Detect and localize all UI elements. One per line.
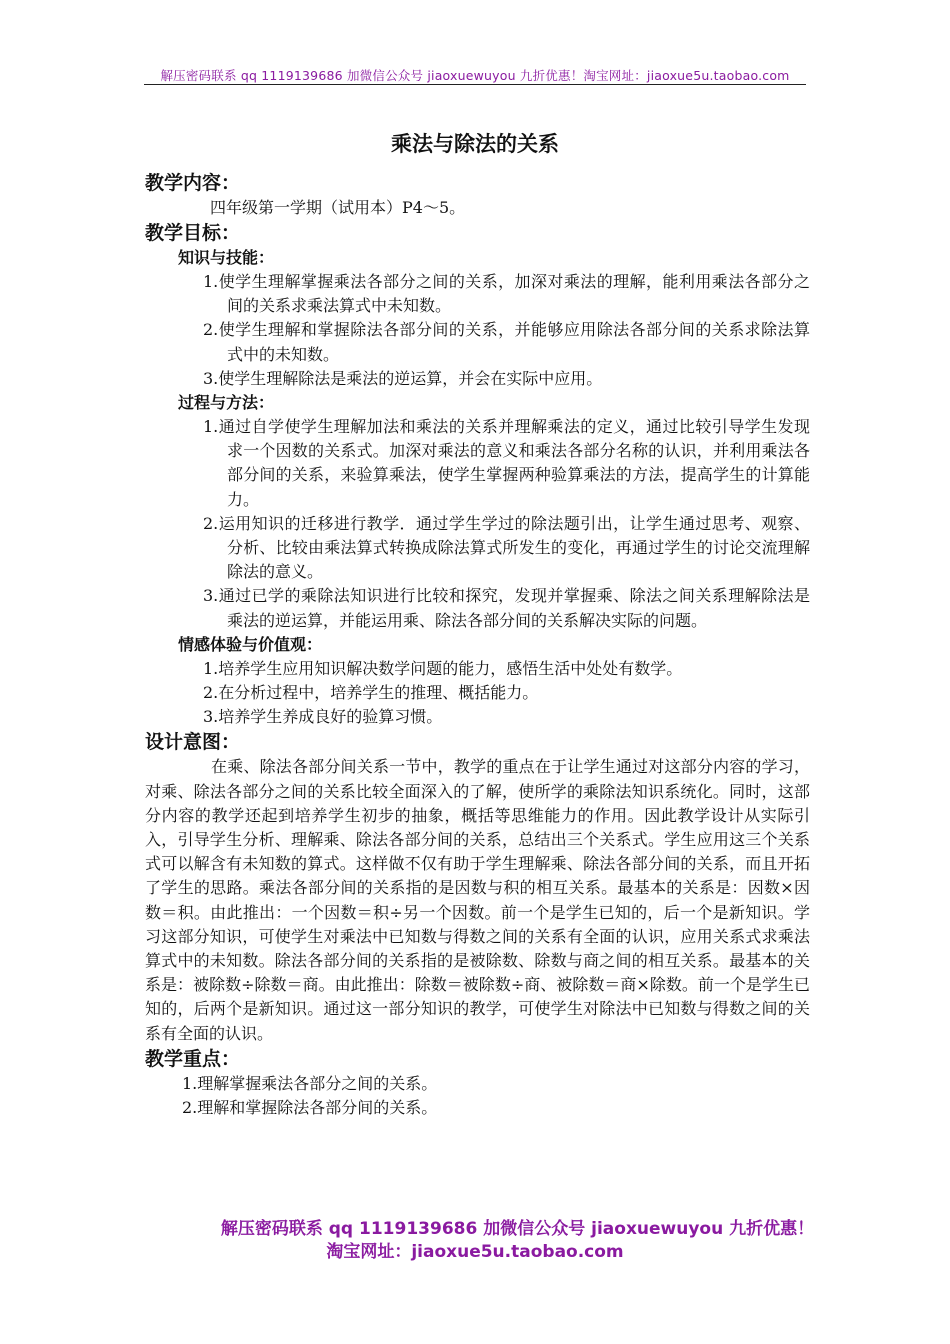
emotion-item: 1.培养学生应用知识解决数学问题的能力，感悟生活中处处有数学。 bbox=[203, 658, 683, 678]
knowledge-item: 2.使学生理解和掌握除法各部分间的关系，并能够应用除法各部分间的关系求除法算式中的未知数。 bbox=[203, 320, 810, 364]
heading-key-points: 教学重点： bbox=[145, 1047, 241, 1070]
process-item: 2.运用知识的迁移进行教学．通过学生学过的除法题引出，让学生通过思考、观察、分析、比较由乘法算式转换成除法算式所发生的变化，再通过学生的讨论交流理解除法的意义。 bbox=[203, 513, 810, 582]
heading-teaching-goals: 教学目标： bbox=[145, 222, 241, 244]
watermark-header: 解压密码联系 qq 1119139686 加微信公众号 jiaoxuewuyou 九折优惠！淘宝网址：jiaoxue5u.taobao.com bbox=[160, 68, 790, 83]
header-divider bbox=[144, 84, 806, 85]
page-title: 乘法与除法的关系 bbox=[391, 132, 559, 156]
knowledge-item: 1.使学生理解掌握乘法各部分之间的关系，加深对乘法的理解，能利用乘法各部分之间的关系求乘法算式中未知数。 bbox=[203, 272, 810, 316]
emotion-item: 2.在分析过程中，培养学生的推理、概括能力。 bbox=[203, 683, 539, 703]
heading-design-intent: 设计意图： bbox=[145, 731, 241, 754]
process-item: 1.通过自学使学生理解加法和乘法的关系并理解乘法的定义，通过比较引导学生发现求一个因数的关系式。加深对乘法的意义和乘法各部分名称的认识，并利用乘法各部分间的关系，来验算乘法，使学生掌握两种验算乘法的方法，提高学生的计算能力。 bbox=[203, 417, 810, 509]
key-point-item: 2.理解和掌握除法各部分间的关系。 bbox=[182, 1097, 438, 1117]
process-item: 3.通过已学的乘除法知识进行比较和探究，发现并掌握乘、除法之间关系理解除法是乘法的逆运算，并能运用乘、除法各部分间的关系解决实际的问题。 bbox=[203, 586, 810, 630]
document-body bbox=[145, 170, 810, 1120]
knowledge-item: 3.使学生理解除法是乘法的逆运算，并会在实际中应用。 bbox=[203, 368, 603, 388]
design-intent-paragraph: 在乘、除法各部分间关系一节中，教学的重点在于让学生通过对这部分内容的学习，对乘、除法各部分之间的关系比较全面深入的了解，使所学的乘除法知识系统化。同时，这部分内容的教学还起到培养学生初步的抽象，概括等思维能力的作用。因此教学设计从实际引入，引导学生分析、理解乘、除法各部分间的关系，总结出三个关系式。学生应用这三个关系式可以解含有未知数的算式。这样做不仅有助于学生理解乘、除法各部分间的关系，而且开拓了学生的思路。乘法各部分间的关系指的是因数与积的相互关系。最基本的关系是：因数×因数＝积。由此推出：一个因数＝积÷另一个因数。前一个是学生已知的，后一个是新知识。学习这部分知识，可使学生对乘法中已知数与得数之间的关系有全面的认识，应用关系式求乘法算式中的未知数。除法各部分间的关系指的是被除数、除数与商之间的相互关系。最基本的关系是：被除数÷除数＝商。由此推出：除数＝被除数÷商、被除数＝商×除数。前一个是学生已知的，后两个是新知识。通过这一部分知识的教学，可使学生对除法中已知数与得数之间的关系有全面的认识。 bbox=[145, 757, 810, 1043]
footer-line-2: 淘宝网址：jiaoxue5u.taobao.com bbox=[326, 1242, 624, 1262]
watermark-footer bbox=[0, 1218, 950, 1264]
key-point-item: 1.理解掌握乘法各部分之间的关系。 bbox=[182, 1073, 438, 1093]
teaching-content-text: 四年级第一学期（试用本）P4～5。 bbox=[210, 198, 466, 217]
footer-line-1: 解压密码联系 qq 1119139686 加微信公众号 jiaoxuewuyou 九折优惠！ bbox=[220, 1219, 815, 1239]
subheading-knowledge: 知识与技能： bbox=[178, 248, 275, 267]
emotion-item: 3.培养学生养成良好的验算习惯。 bbox=[203, 707, 443, 727]
subheading-emotion: 情感体验与价值观： bbox=[178, 634, 323, 654]
heading-teaching-content: 教学内容： bbox=[145, 172, 241, 194]
subheading-process: 过程与方法： bbox=[178, 393, 275, 413]
